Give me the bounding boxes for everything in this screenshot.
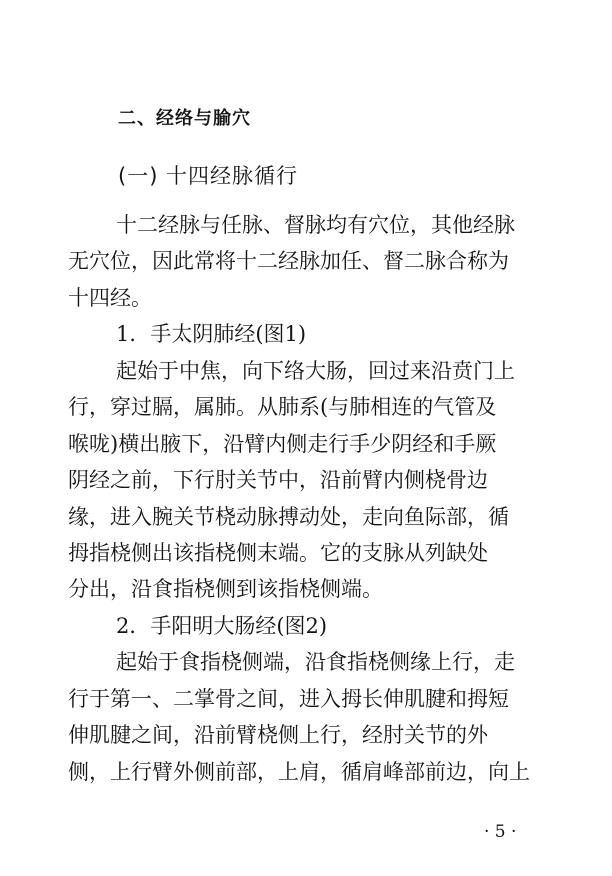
intro-line: 无穴位，因此常将十二经脉加任、督二脉合称为	[68, 249, 509, 273]
item-title: 1．手太阴肺经(图1)	[116, 322, 307, 346]
paragraph-line: 阴经之前，下行肘关节中，沿前臂内侧桡骨边	[68, 468, 488, 492]
paragraph-line: 行于第一、二掌骨之间，进入拇长伸肌腱和拇短	[68, 687, 509, 711]
paragraph-line: 拇指桡侧出该指桡侧末端。它的支脉从列缺处	[68, 541, 488, 565]
intro-line: 十四经。	[68, 286, 152, 310]
intro-line: 十二经脉与任脉、督脉均有穴位，其他经脉	[116, 213, 515, 237]
paragraph-line: 喉咙)横出腋下，沿臂内侧走行手少阴经和手厥	[68, 432, 497, 456]
paragraph-line: 伸肌腱之间，沿前臂桡侧上行，经肘关节的外	[68, 723, 488, 747]
paragraph-line: 起始于中焦，向下络大肠，回过来沿贲门上	[116, 359, 515, 383]
paragraph-line: 行，穿过膈，属肺。从肺系(与肺相连的气管及	[68, 395, 497, 419]
paragraph-line: 缘，进入腕关节桡动脉搏动处，走向鱼际部，循	[68, 505, 509, 529]
paragraph-line: 起始于食指桡侧端，沿食指桡侧缘上行，走	[116, 650, 515, 674]
subsection-heading: (一) 十四经脉循行	[118, 164, 299, 188]
item-title: 2．手阳明大肠经(图2)	[116, 614, 328, 638]
page-number: · 5 ·	[484, 822, 517, 842]
section-heading: 二、经络与腧穴	[118, 108, 251, 129]
paragraph-line: 侧，上行臂外侧前部，上肩，循肩峰部前边，向上	[68, 760, 530, 784]
paragraph-line: 分出，沿食指桡侧到该指桡侧端。	[68, 577, 383, 601]
